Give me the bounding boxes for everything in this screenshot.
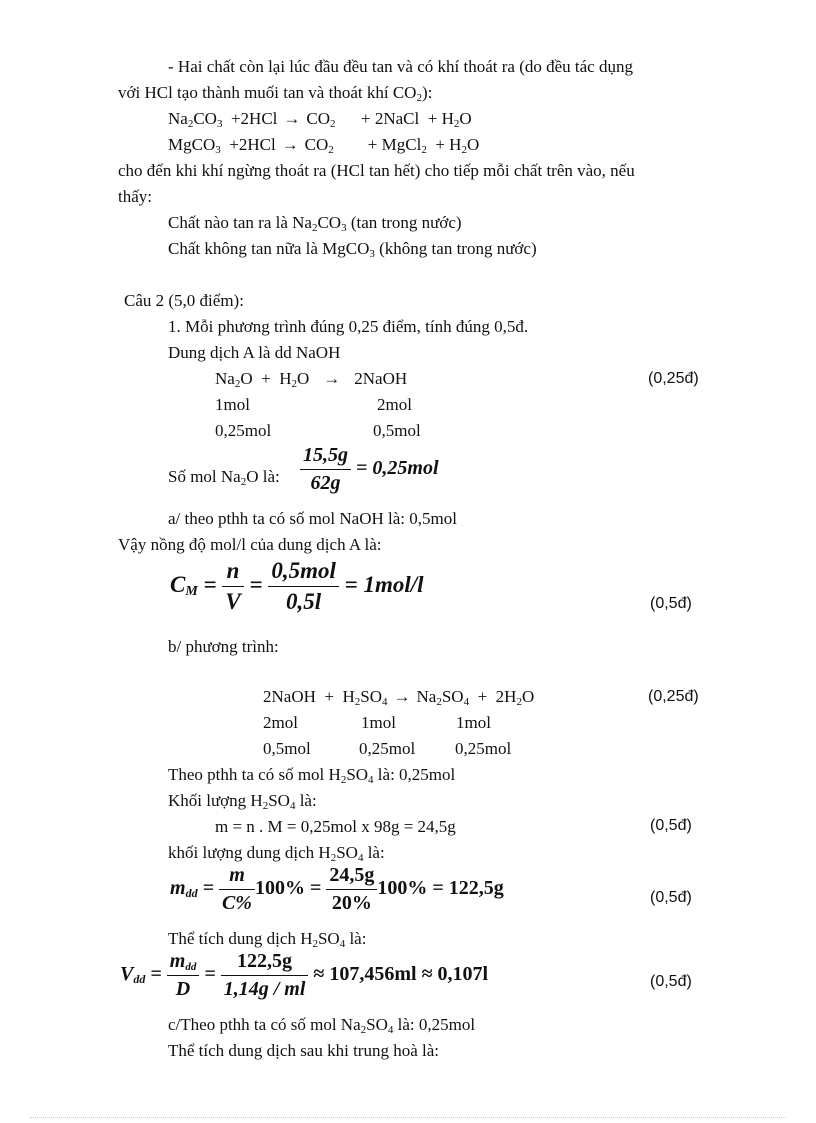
solution-a: Dung dịch A là dd NaOH	[168, 343, 341, 362]
mol-row-2-b: 0,5mol	[373, 421, 421, 440]
volume-label: Thể tích dung dịch $H_2SO_4$ là:	[168, 929, 367, 950]
equation-na2o: $Na_2O + H_2O$ → 2NaOH	[215, 369, 408, 390]
mol-row-1-a: 1mol	[215, 395, 250, 414]
final-line: Thể tích dung dịch sau khi trung hoà là:	[168, 1041, 439, 1060]
intro-line-2: với HCl tạo thành muối tan và thoát khí $CO_2$):	[118, 83, 433, 104]
neutralization-score: (0,25đ)	[648, 688, 699, 705]
equation-neutralization: 2NaOH + $H_2SO_4 \to Na_2SO_4 + 2H_2O$	[263, 687, 535, 708]
question-heading: Câu 2 (5,0 điểm):	[124, 291, 244, 310]
eq-b-row-1-c: 1mol	[456, 713, 491, 732]
after-line-1: cho đến khi khí ngừng thoát ra (HCl tan hết) cho tiếp mỗi chất trên vào, nếu	[118, 161, 635, 180]
part-a: a/ theo pthh ta có số mol NaOH là: 0,5mol	[168, 509, 457, 528]
h2so4-moles: Theo pthh ta có số mol $H_2SO_4$ là: 0,25mol	[168, 765, 456, 786]
mass-label: Khối lượng $H_2SO_4$ là:	[168, 791, 317, 812]
volume-score: (0,5đ)	[650, 973, 692, 990]
solution-mass-label: khối lượng dung dịch $H_2SO_4$ là:	[168, 843, 385, 864]
concentration-intro: Vậy nồng độ mol/l của dung dịch A là:	[118, 535, 382, 554]
volume-formula: $V_{dd}$ = $\frac{m_{dd}}{D}$ = $\frac{122,5g}{1,14g / ml}$ ≈ 107,456ml ≈ 0,107l	[120, 950, 489, 1000]
intro-line-1: - Hai chất còn lại lúc đầu đều tan và có khí thoát ra (do đều tác dụng	[168, 57, 633, 76]
eq-b-row-1-a: 2mol	[263, 713, 298, 732]
part-c: c/Theo pthh ta có số mol $Na_2SO_4$ là: 0,25mol	[168, 1015, 476, 1036]
mass-calculation: m = n . M = 0,25mol x 98g = 24,5g	[215, 817, 456, 836]
moles-formula: $\frac{15,5g}{62g}$ = 0,25mol	[300, 444, 439, 495]
not-dissolve-line: Chất không tan nữa là MgCO$_3$ (không tan trong nước)	[168, 239, 537, 260]
page-bottom-divider	[30, 1117, 786, 1118]
mol-row-2-a: 0,25mol	[215, 421, 272, 440]
mol-row-1-b: 2mol	[377, 395, 412, 414]
eq-b-row-2-c: 0,25mol	[455, 739, 512, 758]
mass-score: (0,5đ)	[650, 817, 692, 834]
eq-b-row-2-b: 0,25mol	[359, 739, 416, 758]
concentration-formula: $C_M$ = $\frac{n}{V}$ = $\frac{\text{0,5mol}}{0,5l}$ = 1mol/l	[170, 558, 424, 614]
after-line-2: thấy:	[118, 187, 152, 206]
eq-b-row-2-a: 0,5mol	[263, 739, 311, 758]
concentration-score: (0,5đ)	[650, 595, 692, 612]
equation-na2co3: $Na_2CO_3 +2HCl \to CO_2$ + 2NaCl + $H_2O$	[168, 109, 472, 130]
scoring-rule: 1. Mỗi phương trình đúng 0,25 điểm, tính đúng 0,5đ.	[168, 317, 529, 336]
eq-b-row-1-b: 1mol	[361, 713, 396, 732]
equation-score: (0,25đ)	[648, 370, 699, 387]
part-b: b/ phương trình:	[168, 637, 279, 656]
moles-label: Số mol $Na_2O$ là:	[168, 467, 280, 488]
solution-mass-score: (0,5đ)	[650, 889, 692, 906]
equation-mgco3: MgCO$_3$ $+2HCl \to CO_2$ + MgCl$_2$ + $H_2O$	[168, 135, 480, 156]
solution-mass-formula: $m_{dd}$ = $\frac{m}{C\%}$ 100% = $\frac{24,5g}{20\%}$ 100% = 122,5g	[170, 864, 504, 914]
dissolves-line: Chất nào tan ra là $Na_2CO_3$ (tan trong nước)	[168, 213, 462, 234]
